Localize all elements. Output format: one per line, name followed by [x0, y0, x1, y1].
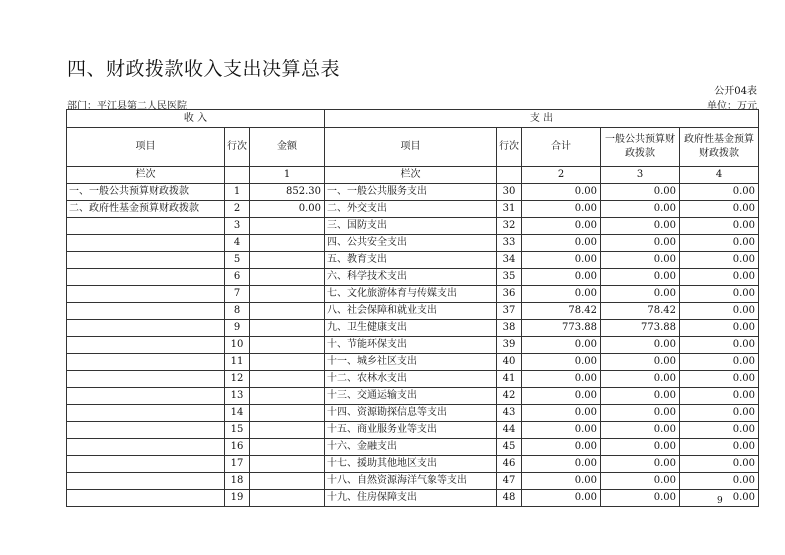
fund-budget-cell: 0.00 [680, 252, 759, 269]
expense-line-cell: 37 [497, 303, 522, 320]
expense-line-cell: 44 [497, 422, 522, 439]
income-item-cell [67, 269, 225, 286]
table-row [67, 269, 759, 286]
expense-item-cell: 十九、住房保障支出 [325, 490, 497, 507]
income-line-cell: 6 [225, 269, 250, 286]
total-cell: 0.00 [522, 354, 601, 371]
income-item-cell [67, 235, 225, 252]
total-cell: 0.00 [522, 473, 601, 490]
income-amount-cell [250, 303, 325, 320]
expense-line-cell: 30 [497, 184, 522, 201]
income-amount-cell [250, 354, 325, 371]
income-amount-cell [250, 439, 325, 456]
department-label: 部门：平江县第二人民医院 [67, 101, 187, 112]
section-header-row [67, 110, 759, 128]
total-cell: 0.00 [522, 286, 601, 303]
general-budget-cell: 0.00 [601, 405, 680, 422]
general-budget-cell: 0.00 [601, 184, 680, 201]
general-budget-cell: 0.00 [601, 235, 680, 252]
unit-label: 单位：万元 [707, 101, 757, 112]
fund-budget-cell: 0.00 [680, 422, 759, 439]
expense-line-cell: 34 [497, 252, 522, 269]
income-amount-header: 金额 [250, 128, 325, 167]
income-amount-cell [250, 218, 325, 235]
income-item-cell [67, 252, 225, 269]
income-line-cell: 1 [225, 184, 250, 201]
income-item-header: 项目 [67, 128, 225, 167]
expense-item-cell: 十四、资源勘探信息等支出 [325, 405, 497, 422]
expense-line-cell: 43 [497, 405, 522, 422]
expense-item-cell: 六、科学技术支出 [325, 269, 497, 286]
fund-budget-cell: 0.00 [680, 269, 759, 286]
total-cell: 0.00 [522, 388, 601, 405]
expense-item-cell: 三、国防支出 [325, 218, 497, 235]
general-budget-cell: 773.88 [601, 320, 680, 337]
income-amount-cell [250, 473, 325, 490]
expense-item-cell: 十一、城乡社区支出 [325, 354, 497, 371]
expense-line-cell: 41 [497, 371, 522, 388]
total-cell: 0.00 [522, 235, 601, 252]
total-cell: 0.00 [522, 184, 601, 201]
column-number-3: 3 [601, 167, 680, 184]
income-line-cell: 12 [225, 371, 250, 388]
table-row [67, 354, 759, 371]
general-budget-cell: 0.00 [601, 252, 680, 269]
column-number-row [67, 167, 759, 184]
income-item-cell [67, 422, 225, 439]
income-item-cell [67, 439, 225, 456]
income-item-cell [67, 456, 225, 473]
income-amount-cell [250, 252, 325, 269]
income-line-cell: 13 [225, 388, 250, 405]
general-budget-cell: 0.00 [601, 371, 680, 388]
expense-item-cell: 八、社会保障和就业支出 [325, 303, 497, 320]
income-line-cell: 15 [225, 422, 250, 439]
income-item-cell [67, 303, 225, 320]
fund-budget-cell: 0.00 [680, 201, 759, 218]
total-cell: 0.00 [522, 201, 601, 218]
expense-item-cell: 十五、商业服务业等支出 [325, 422, 497, 439]
expense-line-cell: 35 [497, 269, 522, 286]
table-row [67, 490, 759, 507]
expense-line-cell: 42 [497, 388, 522, 405]
income-item-cell [67, 371, 225, 388]
income-amount-cell [250, 388, 325, 405]
fund-budget-cell: 0.00 [680, 286, 759, 303]
column-label-right: 栏次 [325, 167, 497, 184]
fund-budget-cell: 0.00 [680, 235, 759, 252]
empty-cell [497, 167, 522, 184]
income-header: 收 入 [67, 110, 325, 128]
general-budget-cell: 0.00 [601, 201, 680, 218]
table-row [67, 405, 759, 422]
fund-budget-cell: 0.00 [680, 184, 759, 201]
total-cell: 0.00 [522, 456, 601, 473]
general-budget-cell: 0.00 [601, 490, 680, 507]
income-line-header: 行次 [225, 128, 250, 167]
income-amount-cell: 0.00 [250, 201, 325, 218]
income-line-cell: 3 [225, 218, 250, 235]
income-item-cell [67, 337, 225, 354]
expense-item-cell: 十八、自然资源海洋气象等支出 [325, 473, 497, 490]
budget-table [66, 109, 759, 507]
fund-budget-cell: 0.00 [680, 337, 759, 354]
fund-budget-cell: 0.00 [680, 320, 759, 337]
income-line-cell: 17 [225, 456, 250, 473]
expense-item-cell: 十六、金融支出 [325, 439, 497, 456]
fund-budget-header: 政府性基金预算财政拨款 [680, 128, 759, 167]
income-item-cell [67, 473, 225, 490]
expense-line-cell: 46 [497, 456, 522, 473]
expense-line-cell: 39 [497, 337, 522, 354]
income-item-cell [67, 286, 225, 303]
general-budget-cell: 0.00 [601, 269, 680, 286]
income-line-cell: 19 [225, 490, 250, 507]
income-item-cell [67, 320, 225, 337]
fund-budget-cell: 0.00 [680, 473, 759, 490]
income-line-cell: 14 [225, 405, 250, 422]
expense-line-header: 行次 [497, 128, 522, 167]
expense-item-cell: 五、教育支出 [325, 252, 497, 269]
table-row [67, 201, 759, 218]
income-amount-cell [250, 235, 325, 252]
income-line-cell: 2 [225, 201, 250, 218]
table-row [67, 439, 759, 456]
expense-line-cell: 31 [497, 201, 522, 218]
fund-budget-cell: 0.00 [680, 303, 759, 320]
general-budget-cell: 0.00 [601, 388, 680, 405]
expense-item-cell: 十二、农林水支出 [325, 371, 497, 388]
fund-budget-cell: 0.00 [680, 371, 759, 388]
income-line-cell: 4 [225, 235, 250, 252]
expense-line-cell: 40 [497, 354, 522, 371]
income-item-cell [67, 354, 225, 371]
total-header: 合计 [522, 128, 601, 167]
income-amount-cell [250, 269, 325, 286]
table-row [67, 473, 759, 490]
column-header-row [67, 128, 759, 167]
income-line-cell: 9 [225, 320, 250, 337]
expense-line-cell: 47 [497, 473, 522, 490]
general-budget-cell: 0.00 [601, 337, 680, 354]
table-row [67, 320, 759, 337]
column-number-1: 1 [250, 167, 325, 184]
income-amount-cell [250, 320, 325, 337]
table-row [67, 218, 759, 235]
total-cell: 0.00 [522, 490, 601, 507]
table-row [67, 303, 759, 320]
fund-budget-cell: 0.00 [680, 439, 759, 456]
expense-item-cell: 四、公共安全支出 [325, 235, 497, 252]
income-item-cell [67, 218, 225, 235]
income-amount-cell: 852.30 [250, 184, 325, 201]
table-row [67, 252, 759, 269]
fund-budget-cell: 0.00 [680, 456, 759, 473]
total-cell: 0.00 [522, 337, 601, 354]
income-amount-cell [250, 337, 325, 354]
general-budget-cell: 0.00 [601, 439, 680, 456]
income-line-cell: 11 [225, 354, 250, 371]
expense-item-cell: 十三、交通运输支出 [325, 388, 497, 405]
expense-item-cell: 一、一般公共服务支出 [325, 184, 497, 201]
total-cell: 0.00 [522, 439, 601, 456]
general-budget-header: 一般公共预算财政拨款 [601, 128, 680, 167]
total-cell: 0.00 [522, 371, 601, 388]
fund-budget-cell: 0.00 [680, 354, 759, 371]
total-cell: 0.00 [522, 405, 601, 422]
income-line-cell: 7 [225, 286, 250, 303]
page-number: 9 [717, 496, 723, 506]
income-amount-cell [250, 422, 325, 439]
table-row [67, 388, 759, 405]
expense-item-cell: 七、文化旅游体育与传媒支出 [325, 286, 497, 303]
general-budget-cell: 0.00 [601, 286, 680, 303]
income-amount-cell [250, 456, 325, 473]
table-row [67, 235, 759, 252]
column-label-left: 栏次 [67, 167, 225, 184]
table-row [67, 422, 759, 439]
income-item-cell [67, 388, 225, 405]
expense-item-cell: 二、外交支出 [325, 201, 497, 218]
income-line-cell: 5 [225, 252, 250, 269]
table-row [67, 337, 759, 354]
expense-line-cell: 33 [497, 235, 522, 252]
total-cell: 78.42 [522, 303, 601, 320]
expense-item-header: 项目 [325, 128, 497, 167]
column-number-2: 2 [522, 167, 601, 184]
income-line-cell: 10 [225, 337, 250, 354]
total-cell: 0.00 [522, 218, 601, 235]
general-budget-cell: 0.00 [601, 456, 680, 473]
general-budget-cell: 0.00 [601, 218, 680, 235]
fund-budget-cell: 0.00 [680, 218, 759, 235]
fund-budget-cell: 0.00 [680, 490, 759, 507]
expense-header: 支 出 [325, 110, 759, 128]
empty-cell [225, 167, 250, 184]
income-item-cell: 一、一般公共预算财政拨款 [67, 184, 225, 201]
income-line-cell: 8 [225, 303, 250, 320]
total-cell: 0.00 [522, 252, 601, 269]
expense-item-cell: 十七、援助其他地区支出 [325, 456, 497, 473]
table-row [67, 184, 759, 201]
general-budget-cell: 78.42 [601, 303, 680, 320]
expense-line-cell: 36 [497, 286, 522, 303]
income-amount-cell [250, 286, 325, 303]
expense-line-cell: 32 [497, 218, 522, 235]
page-title: 四、财政拨款收入支出决算总表 [67, 58, 341, 80]
income-line-cell: 16 [225, 439, 250, 456]
expense-line-cell: 38 [497, 320, 522, 337]
form-number: 公开04表 [714, 86, 757, 97]
total-cell: 0.00 [522, 422, 601, 439]
income-item-cell: 二、政府性基金预算财政拨款 [67, 201, 225, 218]
income-item-cell [67, 490, 225, 507]
income-line-cell: 18 [225, 473, 250, 490]
fund-budget-cell: 0.00 [680, 405, 759, 422]
expense-line-cell: 45 [497, 439, 522, 456]
expense-line-cell: 48 [497, 490, 522, 507]
income-amount-cell [250, 405, 325, 422]
income-item-cell [67, 405, 225, 422]
general-budget-cell: 0.00 [601, 473, 680, 490]
income-amount-cell [250, 371, 325, 388]
table-row [67, 286, 759, 303]
table-row [67, 456, 759, 473]
column-number-4: 4 [680, 167, 759, 184]
fund-budget-cell: 0.00 [680, 388, 759, 405]
total-cell: 773.88 [522, 320, 601, 337]
general-budget-cell: 0.00 [601, 422, 680, 439]
general-budget-cell: 0.00 [601, 354, 680, 371]
expense-item-cell: 九、卫生健康支出 [325, 320, 497, 337]
table-row [67, 371, 759, 388]
income-amount-cell [250, 490, 325, 507]
expense-item-cell: 十、节能环保支出 [325, 337, 497, 354]
total-cell: 0.00 [522, 269, 601, 286]
